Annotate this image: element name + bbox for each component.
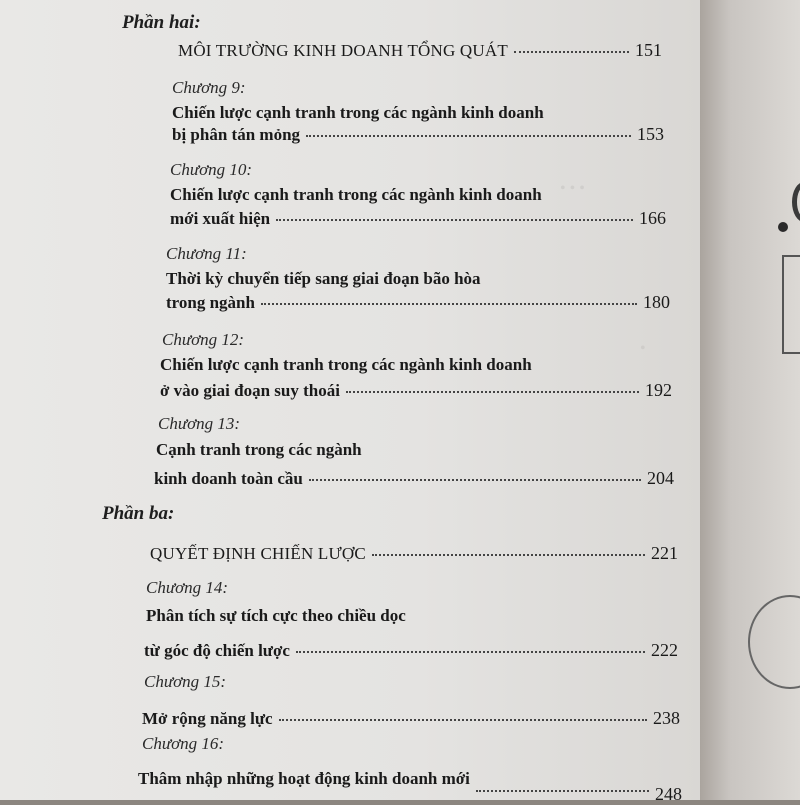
- page-number: 204: [647, 468, 674, 488]
- page-number: 180: [643, 292, 670, 312]
- toc-entry-part-title[interactable]: [178, 40, 662, 61]
- cover-dot: [778, 222, 788, 232]
- chapter-title-line: Chiến lược cạnh tranh trong các ngành kinh doanh: [160, 355, 532, 374]
- entry-title: từ góc độ chiến lược: [144, 641, 290, 660]
- chapter-label: Chương 10:: [170, 160, 253, 179]
- cover-circle: [748, 595, 800, 689]
- chapter-title-line: Chiến lược cạnh tranh trong các ngành kinh doanh: [172, 103, 544, 122]
- entry-title: bị phân tán mỏng: [172, 125, 301, 144]
- toc-entry-chapter[interactable]: [138, 768, 682, 804]
- toc-entry-chapter[interactable]: [154, 468, 674, 489]
- chapter-label: Chương 12:: [162, 330, 245, 349]
- chapter-label: Chương 15:: [144, 672, 227, 691]
- toc-entry-chapter[interactable]: [166, 292, 670, 313]
- part-heading: Phần ba:: [102, 503, 175, 524]
- toc-entry-chapter[interactable]: [170, 208, 666, 229]
- toc-entry-chapter[interactable]: [142, 708, 680, 729]
- dot-leader: [261, 303, 637, 305]
- dot-leader: [276, 219, 633, 221]
- dot-leader: [514, 51, 629, 53]
- entry-title: MÔI TRƯỜNG KINH DOANH TỔNG QUÁT: [178, 41, 508, 60]
- show-through-text: • • •: [560, 180, 585, 197]
- page-number: 248: [655, 784, 682, 804]
- chapter-label: Chương 13:: [158, 414, 241, 433]
- entry-title: trong ngành: [166, 293, 255, 312]
- page-number: 222: [651, 640, 678, 660]
- entry-title: mới xuất hiện: [170, 209, 271, 228]
- show-through-text: •: [640, 340, 646, 357]
- chapter-label: Chương 14:: [146, 578, 229, 597]
- page-number: 221: [651, 543, 678, 563]
- page-number: 151: [635, 40, 662, 60]
- entry-title: kinh doanh toàn cầu: [154, 469, 303, 488]
- dot-leader: [306, 135, 631, 137]
- page-number: 166: [639, 208, 666, 228]
- entry-title: ở vào giai đoạn suy thoái: [160, 381, 340, 400]
- adjacent-page: [700, 0, 800, 800]
- chapter-label: Chương 16:: [142, 734, 225, 753]
- toc-entry-chapter[interactable]: [172, 124, 664, 145]
- toc-entry-part-title[interactable]: [150, 543, 678, 564]
- cover-box: [782, 255, 800, 354]
- page-number: 238: [653, 708, 680, 728]
- dot-leader: [279, 719, 647, 721]
- chapter-title-line: Thời kỳ chuyển tiếp sang giai đoạn bão hòa: [166, 269, 481, 288]
- dot-leader: [372, 554, 645, 556]
- entry-title: Thâm nhập những hoạt động kinh doanh mới: [138, 769, 470, 788]
- chapter-title-line: Chiến lược cạnh tranh trong các ngành kinh doanh: [170, 185, 542, 204]
- page-number: 153: [637, 124, 664, 144]
- toc-entry-chapter[interactable]: [160, 380, 672, 401]
- chapter-label: Chương 11:: [166, 244, 247, 263]
- chapter-title-line: Phân tích sự tích cực theo chiều dọc: [146, 606, 406, 625]
- dot-leader: [296, 651, 645, 653]
- dot-leader: [309, 479, 641, 481]
- dot-leader: [476, 790, 649, 792]
- chapter-label: Chương 9:: [172, 78, 246, 97]
- cover-mark: [792, 182, 800, 222]
- part-heading: Phần hai:: [122, 12, 201, 33]
- toc-entry-chapter[interactable]: [144, 640, 678, 661]
- entry-title: Mở rộng năng lực: [142, 709, 273, 728]
- page-number: 192: [645, 380, 672, 400]
- dot-leader: [346, 391, 639, 393]
- entry-title: QUYẾT ĐỊNH CHIẾN LƯỢC: [150, 544, 366, 563]
- chapter-title-line: Cạnh tranh trong các ngành: [156, 440, 362, 459]
